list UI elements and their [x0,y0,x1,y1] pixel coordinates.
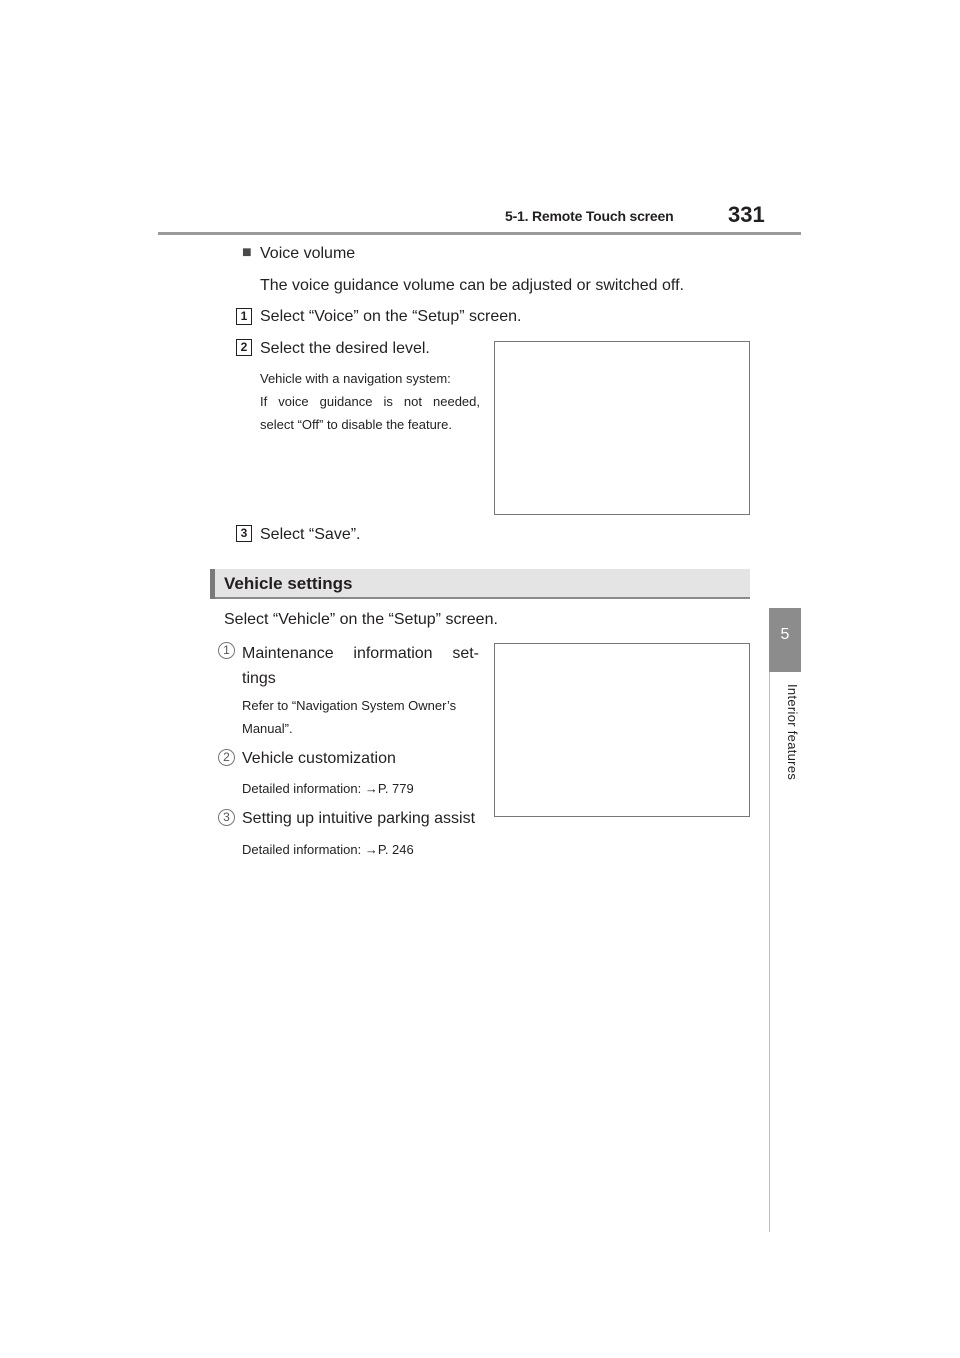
step-text-1: Select “Voice” on the “Setup” screen. [260,308,522,325]
item-number-3: 3 [218,809,235,826]
vehicle-settings-intro: Select “Vehicle” on the “Setup” screen. [224,611,498,628]
voice-note [260,367,480,436]
item-title-1 [242,641,479,691]
note-line: If voice guidance is not needed, [260,394,480,409]
item-detail-line: Manual”. [242,721,293,736]
header-rule [158,232,801,235]
item-detail-3: Detailed information: →P. 246 [242,842,414,857]
vehicle-settings-title: Vehicle settings [224,574,353,593]
step-number-1: 1 [236,308,252,325]
step-text-3: Select “Save”. [260,526,361,543]
step-text-2: Select the desired level. [260,340,430,357]
square-bullet-icon: ■ [242,244,252,261]
section-bar-accent [210,569,215,599]
item-detail-1 [242,694,479,740]
section-title: 5-1. Remote Touch screen [505,208,674,224]
item-detail-2: Detailed information: →P. 779 [242,781,414,796]
chapter-number: 5 [780,626,790,643]
item-number-2: 2 [218,749,235,766]
note-line: select “Off” to disable the feature. [260,417,452,432]
item-number-1: 1 [218,642,235,659]
step-number-3: 3 [236,525,252,542]
voice-volume-intro: The voice guidance volume can be adjusted or switched off. [260,277,684,294]
chapter-label: Interior features [785,684,800,781]
page-number: 331 [728,202,765,227]
item-title-line: Maintenance information set- [242,645,479,662]
note-line: Vehicle with a navigation system: [260,371,451,386]
step-number-2: 2 [236,339,252,356]
item-title-2: Vehicle customization [242,750,396,767]
item-title-3: Setting up intuitive parking assist [242,810,476,827]
voice-screen-image [494,341,750,515]
vehicle-screen-image [494,643,750,817]
voice-volume-heading: Voice volume [260,245,356,262]
item-title-line: tings [242,670,276,687]
item-detail-line: Refer to “Navigation System Owner’s [242,698,457,713]
